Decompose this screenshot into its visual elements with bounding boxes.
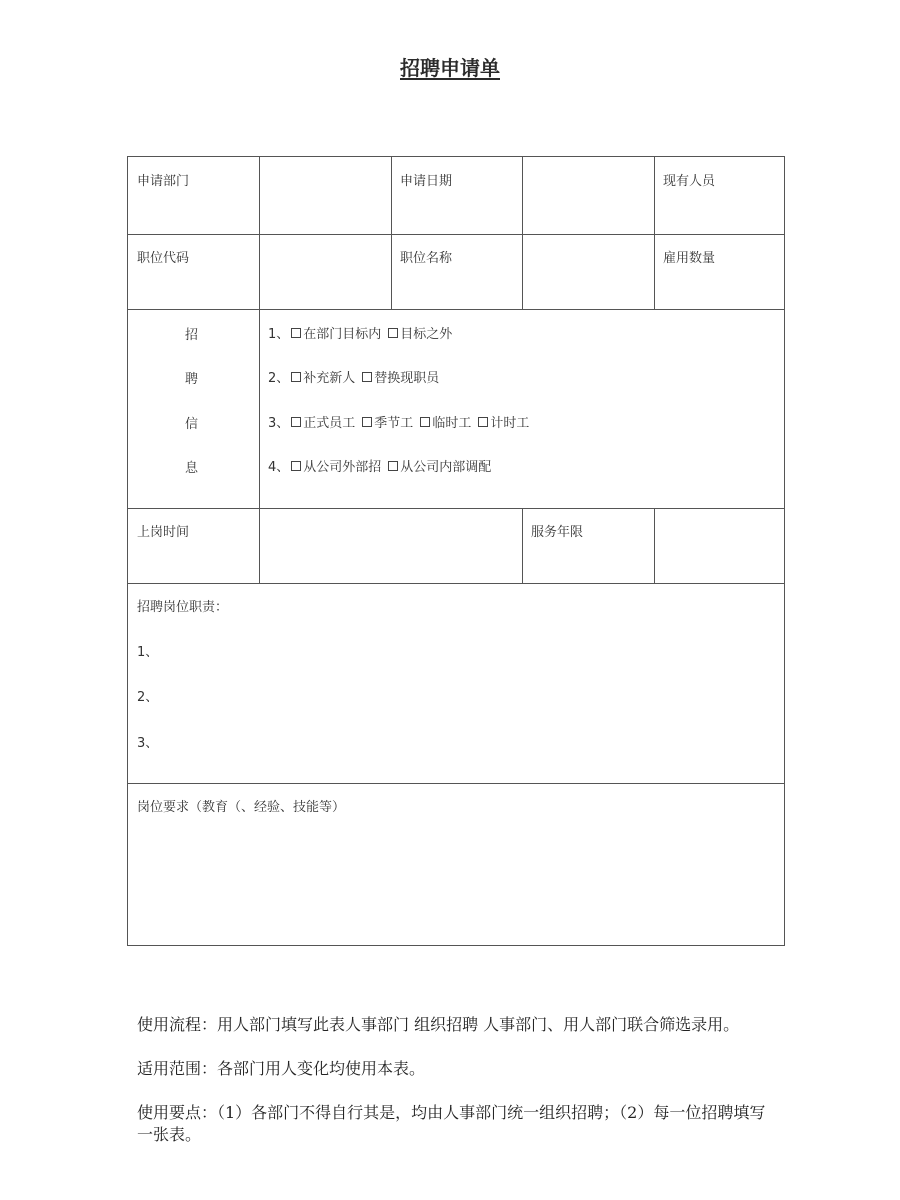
recruit-option-line-3 [268,412,536,431]
option-external[interactable]: 从公司外部招 [291,456,381,475]
recruit-info-char: 招 [185,328,199,343]
start-time-label: 上岗时间 [137,525,190,540]
recruit-option-line-1 [268,323,459,342]
requirements-label: 岗位要求（教育（、经验、技能等） [137,800,346,815]
staff-label: 现有人员 [663,174,716,189]
option-in-target[interactable]: 在部门目标内 [291,323,381,342]
line-number: 4、 [268,460,290,475]
checkbox-icon[interactable] [420,417,430,427]
line-number: 3、 [268,416,290,431]
option-internal[interactable]: 从公司内部调配 [388,456,491,475]
checkbox-icon[interactable] [291,372,301,382]
checkbox-icon[interactable] [388,461,398,471]
usage-points-note: 使用要点：（1）各部门不得自行其是，均由人事部门统一组织招聘；（2）每一位招聘填写一张表。 [137,1103,766,1144]
col-divider [391,157,392,309]
checkbox-icon[interactable] [388,328,398,338]
duty-item: 1、 [137,645,159,660]
term-input[interactable] [655,509,785,583]
recruit-option-line-2 [268,367,446,386]
usage-process-note: 使用流程：用人部门填写此表人事部门 组织招聘 人事部门、用人部门联合筛选录用。 [137,1015,740,1034]
col-divider [522,508,523,583]
duties-label: 招聘岗位职责： [137,600,229,615]
line-number: 1、 [268,327,290,342]
duty-item: 3、 [137,736,159,751]
duty-item: 2、 [137,690,159,705]
recruit-info-char: 信 [185,417,199,432]
checkbox-icon[interactable] [291,417,301,427]
usage-scope-note: 适用范围：各部门用人变化均使用本表。 [137,1059,426,1078]
row-divider [128,309,785,310]
recruit-info-char: 聘 [185,372,199,387]
recruitment-form [127,156,785,946]
option-hourly[interactable]: 计时工 [478,412,529,431]
row-divider [128,583,785,584]
option-out-target[interactable]: 目标之外 [388,323,452,342]
date-input[interactable] [523,157,654,234]
row-divider [128,234,785,235]
dept-input[interactable] [260,157,391,234]
option-replace[interactable]: 替换现职员 [362,367,439,386]
checkbox-icon[interactable] [291,461,301,471]
recruit-info-char: 息 [185,461,199,476]
start-time-input[interactable] [260,509,522,583]
dept-label: 申请部门 [137,174,190,189]
col-divider [654,157,655,309]
col-divider [259,309,260,508]
count-label: 雇用数量 [663,251,716,266]
checkbox-icon[interactable] [478,417,488,427]
option-temporary[interactable]: 临时工 [420,412,471,431]
checkbox-icon[interactable] [362,417,372,427]
name-label: 职位名称 [400,251,453,266]
row-divider [128,783,785,784]
requirements-input[interactable] [128,817,785,945]
line-number: 2、 [268,371,290,386]
option-new-hire[interactable]: 补充新人 [291,367,355,386]
date-label: 申请日期 [400,174,453,189]
code-input[interactable] [260,235,391,309]
recruit-option-line-4 [268,456,498,475]
term-label: 服务年限 [531,525,584,540]
form-title: 招聘申请单 [400,56,500,80]
option-seasonal[interactable]: 季节工 [362,412,413,431]
checkbox-icon[interactable] [291,328,301,338]
checkbox-icon[interactable] [362,372,372,382]
code-label: 职位代码 [137,251,190,266]
name-input[interactable] [523,235,654,309]
option-full-time[interactable]: 正式员工 [291,412,355,431]
